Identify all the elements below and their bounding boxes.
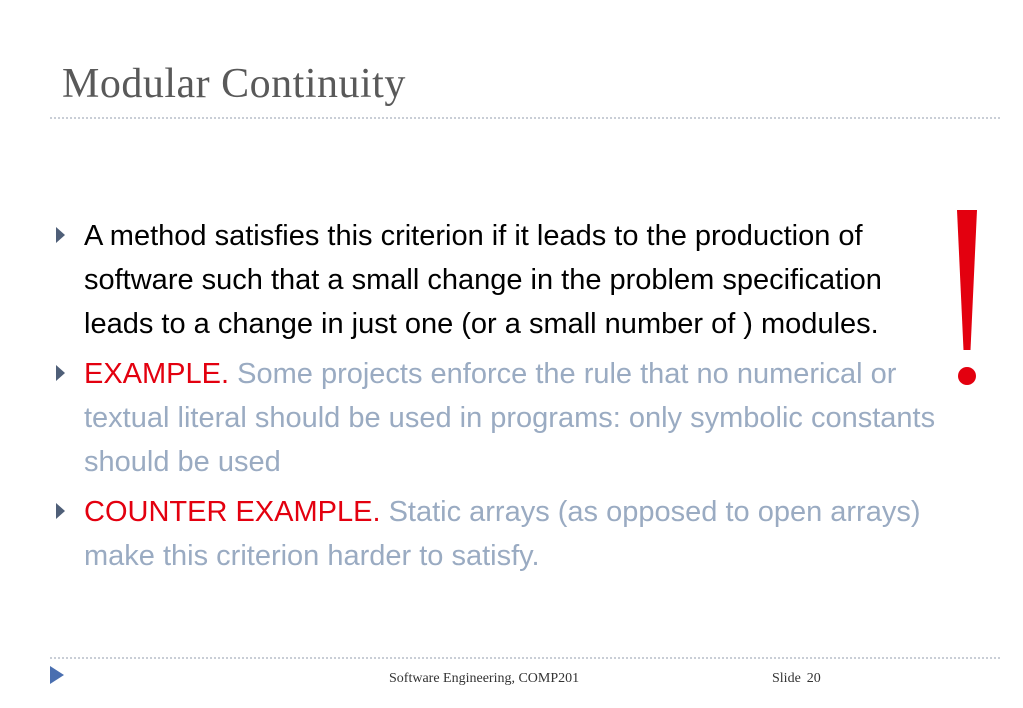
slide-label: Slide (772, 671, 801, 686)
slide-title: Modular Continuity (62, 61, 406, 107)
bullet-list (50, 214, 940, 584)
slide-number: 20 (806, 671, 821, 686)
exclamation-icon (951, 210, 983, 390)
title-divider (50, 117, 1000, 119)
footer-divider (50, 657, 1000, 659)
bullet-item (50, 490, 940, 578)
bullet-text: Some projects enforce the rule that no numerical or textual literal should be used in programs: only symbolic constants should be used (84, 358, 936, 478)
footer-slide-number (772, 671, 821, 687)
triangle-right-icon (56, 365, 65, 381)
bullet-lead: EXAMPLE. (84, 358, 230, 390)
bullet-item (50, 214, 940, 346)
bullet-lead: COUNTER EXAMPLE. (84, 496, 381, 528)
play-arrow-icon[interactable] (50, 666, 64, 684)
triangle-right-icon (56, 227, 65, 243)
triangle-right-icon (56, 503, 65, 519)
footer-course-title: Software Engineering, COMP201 (389, 671, 580, 686)
bullet-text: A method satisfies this criterion if it leads to the production of software such that a small change in the problem specification leads to a change in just one (or a small number of ) modules. (84, 220, 882, 340)
bullet-text: Static arrays (as opposed to open arrays) make this criterion harder to satisfy. (84, 496, 921, 572)
bullet-item (50, 352, 940, 484)
